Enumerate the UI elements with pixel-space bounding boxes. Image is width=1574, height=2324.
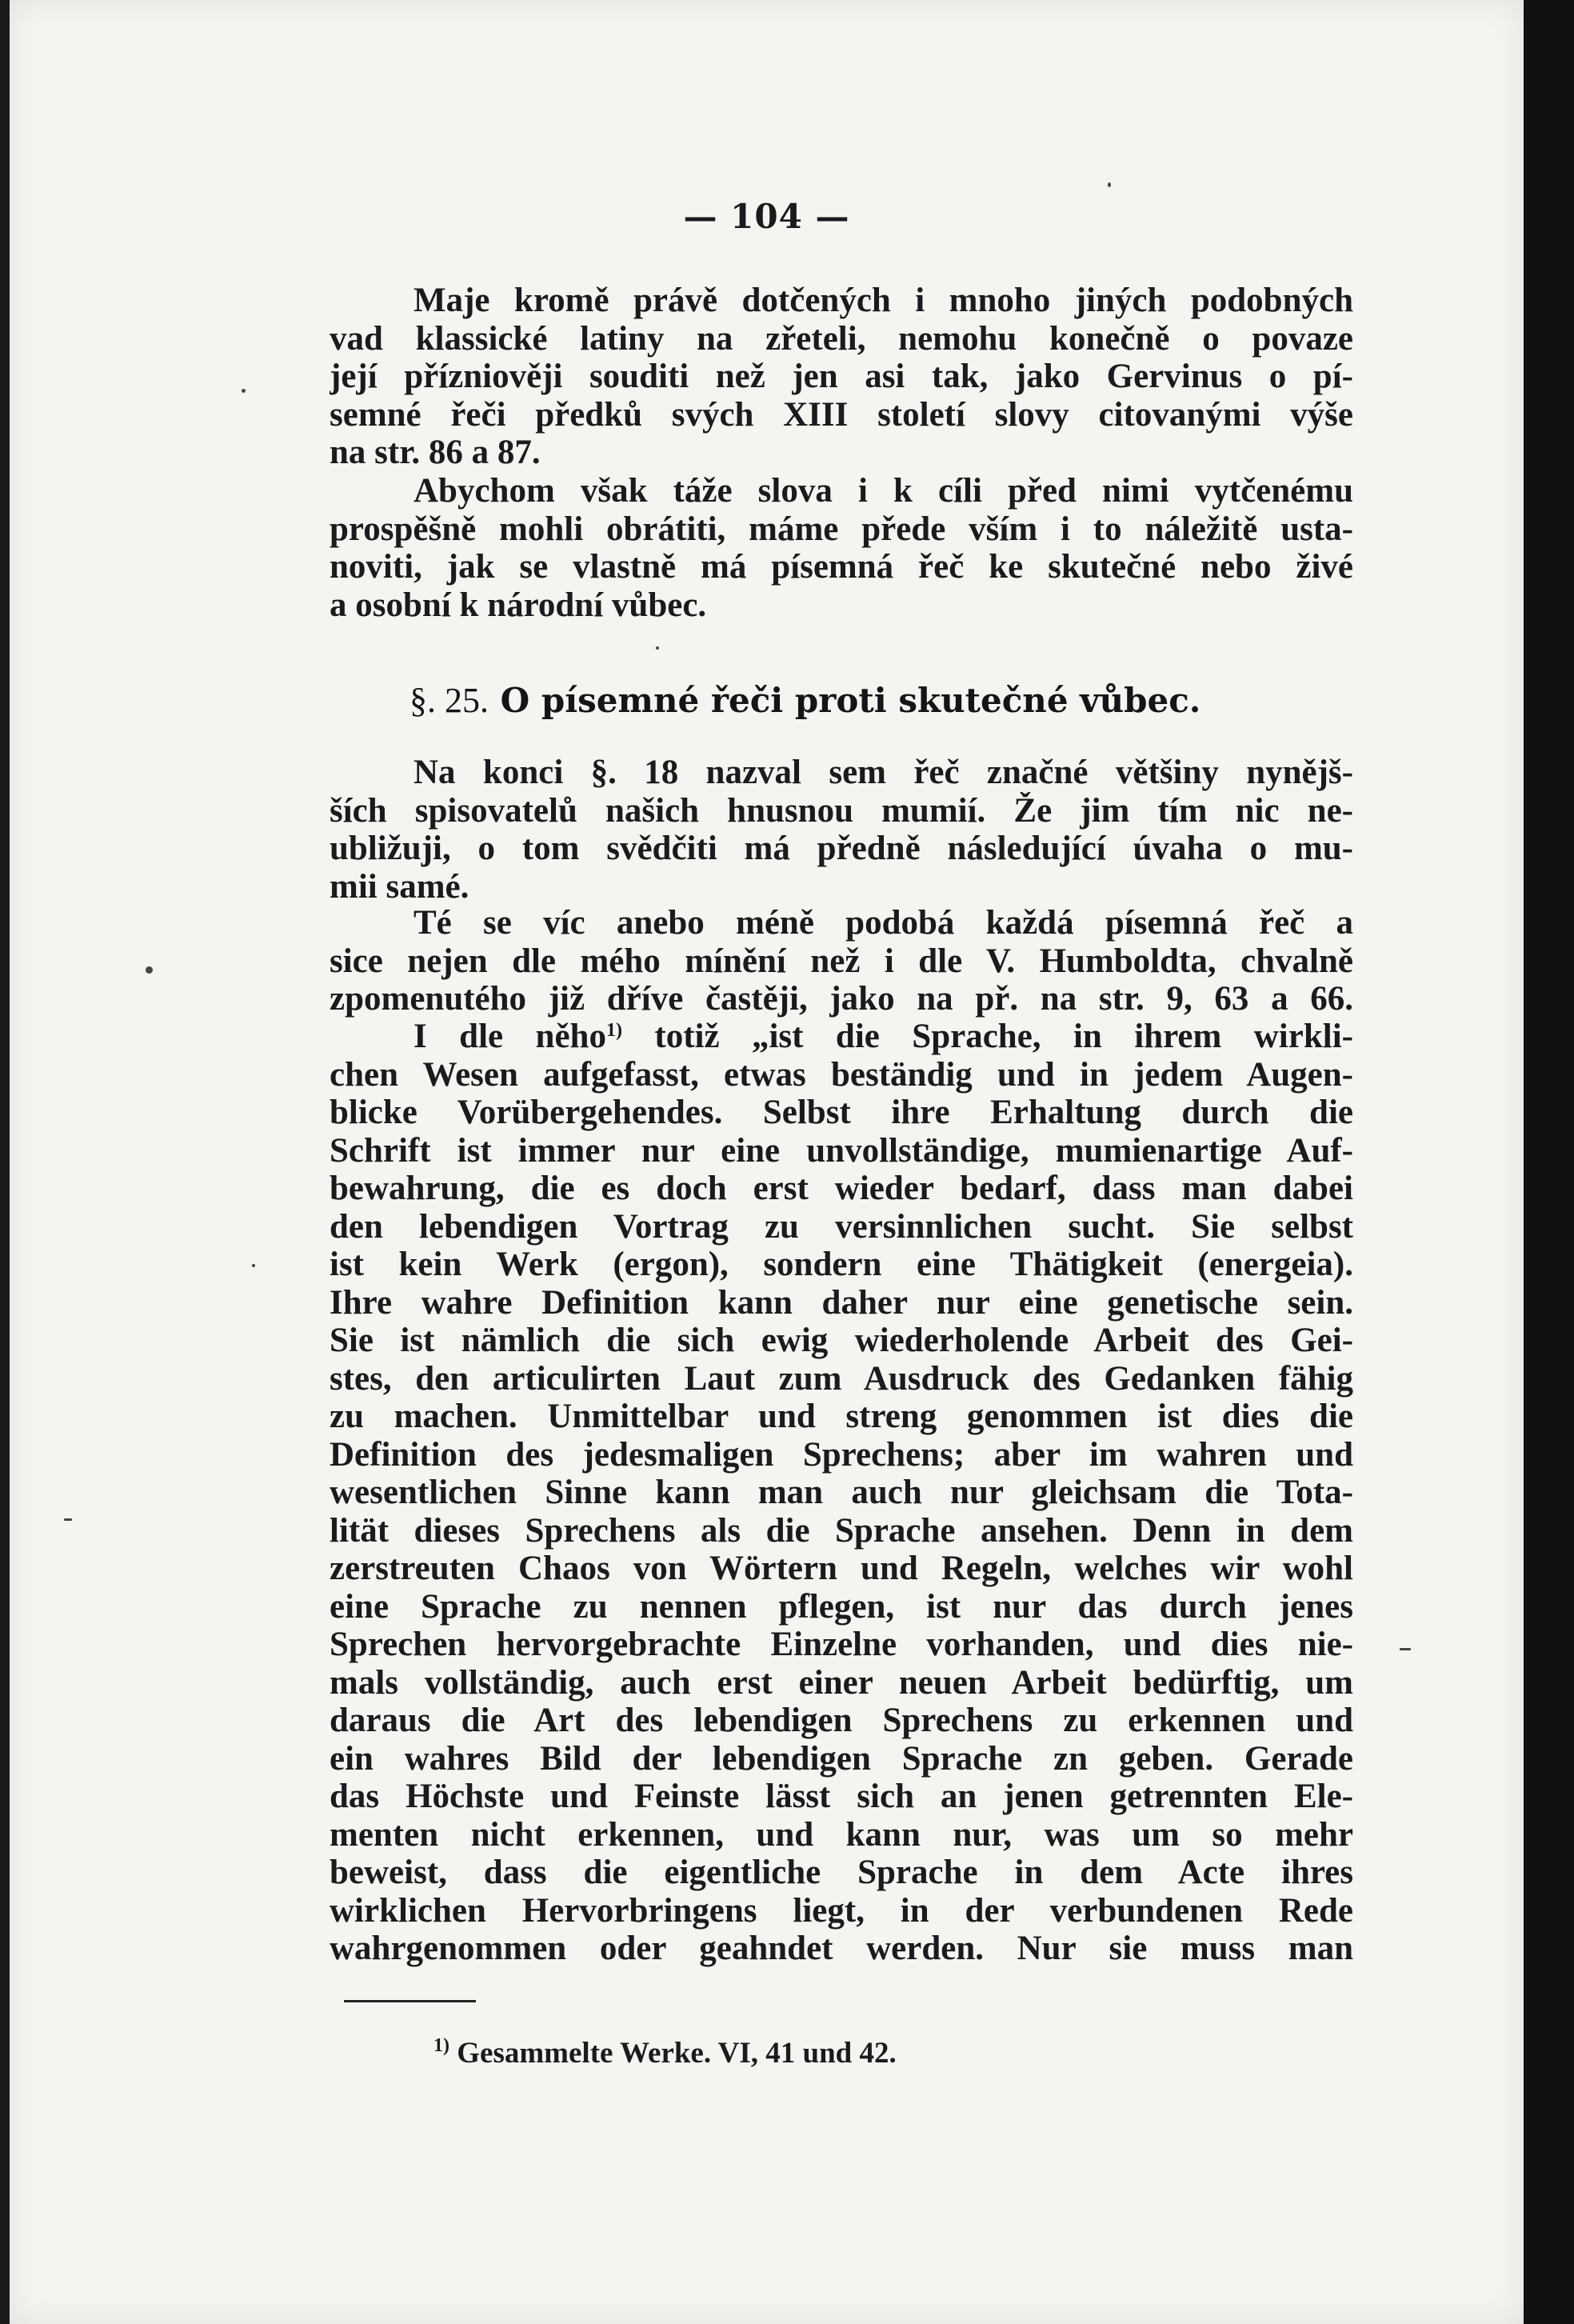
text-line: menten nicht erkennen, und kann nur, was um so mehr — [330, 1815, 1353, 1854]
text-line: zerstreuten Chaos von Wörtern und Regeln, welches wir wohl — [330, 1550, 1353, 1587]
text-line: Maje kromě právě dotčených i mnoho jiných podobných — [413, 282, 1353, 319]
section-number: §. 25. — [409, 681, 489, 720]
text-line: beweist, dass die eigentliche Sprache in dem Acte ihres — [330, 1854, 1353, 1891]
text-line: lität dieses Sprechens als die Sprache ansehen. Denn in dem — [330, 1511, 1353, 1550]
text-line: Schrift ist immer nur eine unvollständige, mumienartige Auf- — [330, 1131, 1353, 1170]
text-line: vad klassické latiny na zřeteli, nemohu konečně o povaze — [330, 319, 1353, 358]
scan-speck — [1400, 1648, 1411, 1650]
text-line: blicke Vorübergehendes. Selbst ihre Erhaltung durch die — [330, 1094, 1353, 1131]
text-line: daraus die Art des lebendigen Sprechens zu erkennen und — [330, 1702, 1353, 1739]
text-line: Sie ist nämlich die sich ewig wiederholende Arbeit des Gei- — [330, 1322, 1353, 1359]
paragraph-4 — [330, 904, 1353, 1018]
text-line: den lebendigen Vortrag zu versinnlichen sucht. Sie selbst — [330, 1207, 1353, 1246]
text-fragment: I dle něho — [413, 1018, 606, 1055]
text-line: noviti, jak se vlastně má písemná řeč ke skutečné nebo živé — [330, 548, 1353, 586]
footnote-divider — [344, 2000, 476, 2002]
footnote-text: Gesammelte Werke. VI, 41 und 42. — [449, 2037, 897, 2070]
text-line: ist kein Werk (ergon), sondern eine Thätigkeit (energeia). — [330, 1246, 1353, 1283]
text-line: Ihre wahre Definition kann daher nur eine genetische sein. — [330, 1283, 1353, 1322]
paragraph-1 — [330, 282, 1353, 472]
text-line: na str. 86 a 87. — [330, 434, 541, 471]
text-line: ein wahres Bild der lebendigen Sprache zn geben. Gerade — [330, 1739, 1353, 1778]
text-fragment: totiž „ist die Sprache, in ihrem wirkli- — [621, 1018, 1353, 1055]
scan-speck — [64, 1518, 72, 1521]
footnote-marker: 1) — [433, 2035, 449, 2056]
text-line — [330, 1018, 1353, 1056]
text-line: chen Wesen aufgefasst, etwas beständig und in jedem Augen- — [330, 1055, 1353, 1094]
paragraph-3 — [330, 754, 1353, 906]
text-line: mals vollständig, auch erst einer neuen Arbeit bedürftig, um — [330, 1663, 1353, 1702]
text-line: mii samé. — [330, 867, 469, 906]
section-heading — [409, 680, 1200, 721]
paragraph-5 — [330, 1018, 1353, 1968]
text-line: semné řeči předků svých XIII století slovy citovanými výše — [330, 395, 1353, 434]
text-line: sice nejen dle mého mínění než i dle V. Humboldta, chvalně — [330, 942, 1353, 980]
text-line: stes, den articulirten Laut zum Ausdruck des Gedanken fähig — [330, 1359, 1353, 1398]
footnote-reference: 1) — [605, 1020, 622, 1041]
text-line: ubližuji, o tom svědčiti má předně následující úvaha o mu- — [330, 830, 1353, 867]
text-line: das Höchste und Feinste lässt sich an jenen getrennten Ele- — [330, 1778, 1353, 1815]
text-line: prospěšně mohli obrátiti, máme přede vším i to náležitě usta- — [330, 510, 1353, 548]
text-line: zu machen. Unmittelbar und streng genommen ist dies die — [330, 1398, 1353, 1435]
text-line: Abychom však táže slova i k cíli před nimi vytčenému — [413, 472, 1353, 510]
scan-speck — [252, 1264, 255, 1267]
text-line: ších spisovatelů našich hnusnou mumií. Že jim tím nic ne- — [330, 791, 1353, 830]
scan-speck — [656, 646, 659, 650]
scan-speck — [242, 389, 246, 393]
book-page — [10, 0, 1524, 2324]
section-title: O písemné řeči proti skutečné vůbec. — [500, 681, 1201, 720]
text-line: wirklichen Hervorbringens liegt, in der verbundenen Rede — [330, 1891, 1353, 1930]
page-number: — 104 — — [683, 197, 850, 236]
text-line: Sprechen hervorgebrachte Einzelne vorhanden, und dies nie- — [330, 1626, 1353, 1663]
text-line: její přízniověji souditi než jen asi tak, jako Gervinus o pí- — [330, 358, 1353, 395]
text-line: wahrgenommen oder geahndet werden. Nur sie muss man — [330, 1930, 1353, 1967]
text-line: bewahrung, die es doch erst wieder bedarf, dass man dabei — [330, 1170, 1353, 1207]
text-line: Definition des jedesmaligen Sprechens; aber im wahren und — [330, 1435, 1353, 1474]
scan-dark-edge — [1524, 0, 1574, 2324]
text-line: a osobní k národní vůbec. — [330, 586, 707, 624]
footnote — [433, 2036, 897, 2070]
text-line: eine Sprache zu nennen pflegen, ist nur das durch jenes — [330, 1587, 1353, 1626]
text-line: wesentlichen Sinne kann man auch nur gleichsam die Tota- — [330, 1474, 1353, 1511]
text-line: zpomenutého již dříve častěji, jako na př. na str. 9, 63 a 66. — [330, 980, 1353, 1018]
scan-speck — [1108, 182, 1111, 187]
text-line: Té se víc anebo méně podobá každá písemná řeč a — [413, 904, 1353, 942]
paragraph-2 — [330, 472, 1353, 624]
scan-speck — [146, 966, 153, 974]
text-line: Na konci §. 18 nazval sem řeč značné většiny nynějš- — [413, 754, 1353, 791]
